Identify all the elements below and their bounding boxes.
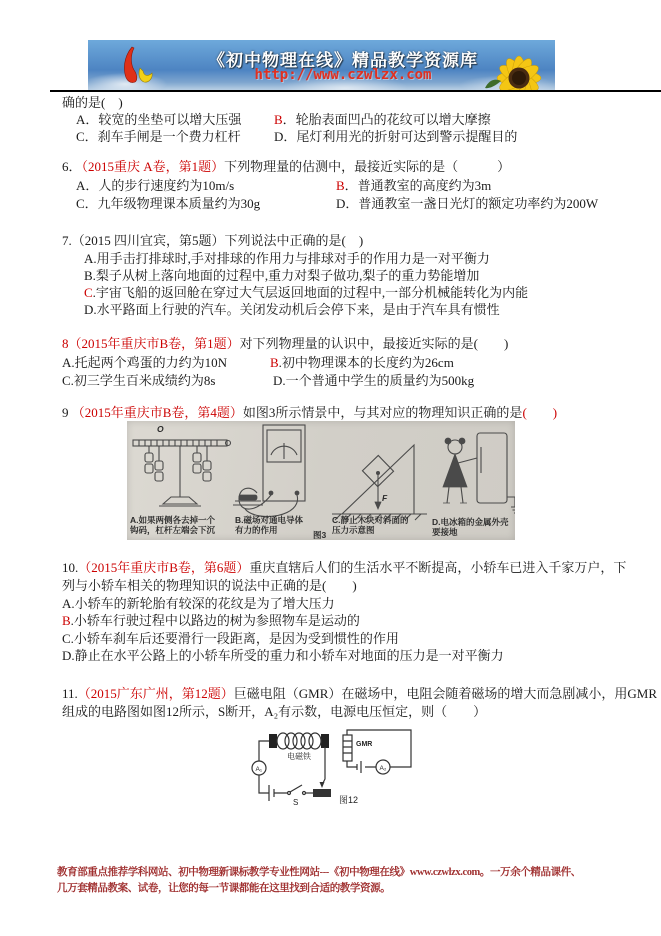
figure-12-circuit <box>243 727 421 813</box>
fig3-label: 图3 <box>313 530 327 540</box>
q8-stem: 对下列物理量的认识中，最接近实际的是( ) <box>239 336 509 351</box>
figure-3-photo <box>127 421 515 540</box>
q11-number: 11. <box>62 686 78 701</box>
q10-stem-line2: 列与小轿车相关的物理知识的说法中正确的是( ) <box>62 578 357 593</box>
ammeter-1-label: A₁ <box>255 766 263 773</box>
fridge-drawing <box>443 433 515 513</box>
q5-answer-letter: B <box>274 112 283 127</box>
q11-source: （2015广东广州，第12题） <box>77 686 234 701</box>
q8-option-b <box>270 355 454 371</box>
site-banner <box>88 40 555 90</box>
q6-option-d: D．普通教室一盏日光灯的额定功率约为200W <box>336 196 599 211</box>
q5-option-d: D．尾灯利用光的折射可达到警示提醒目的 <box>274 129 518 144</box>
sunflower-icon <box>479 48 553 90</box>
q6-option-b-text: ．普通教室的高度约为3m <box>344 178 492 193</box>
q8-source: 8（2015年重庆市B卷，第1题） <box>62 336 240 351</box>
gmr-symbol <box>343 735 352 761</box>
q8-option-a: A.托起两个鸡蛋的力约为10N <box>62 355 228 370</box>
q6-header <box>62 159 510 175</box>
q7-option-c <box>84 285 528 301</box>
header-divider <box>50 90 661 92</box>
q5-option-b <box>274 112 491 128</box>
q11-stem-line2: 组成的电路图如图12所示，S断开，A₂有示数，电源电压恒定，则（ ） <box>62 704 487 719</box>
fig3-caption-d-line1: D.电冰箱的金属外壳 <box>432 517 509 527</box>
fig3-caption-b-line1: B.磁场对通电导体 <box>235 515 304 525</box>
incline-drawing <box>332 445 427 520</box>
q9-number: 9 <box>62 405 72 420</box>
q7-answer-letter: C <box>84 285 93 300</box>
q10-option-b <box>62 613 360 629</box>
q9-header <box>62 405 557 421</box>
fig3-caption-b-line2: 有力的作用 <box>235 525 278 535</box>
fig3-caption-c-line1: C.静止木块对斜面的 <box>332 515 409 525</box>
q8-option-b-text: .初中物理课本的长度约为26cm <box>278 355 454 370</box>
q6-answer-letter: B <box>336 178 345 193</box>
q8-answer-letter: B <box>270 355 279 370</box>
fig3-caption-a-line2: 钩码，杠杆左端会下沉 <box>130 525 216 535</box>
q6-stem: 下列物理量的估测中，最接近实际的是（ ） <box>224 159 511 174</box>
q10-option-c: C.小轿车刹车后还要滑行一段距离，是因为受到惯性的作用 <box>62 631 399 646</box>
lever-drawing <box>133 424 231 506</box>
q7-option-d: D.水平路面上行驶的汽车。关闭发动机后会停下来，是由于汽车具有惯性 <box>84 302 500 317</box>
q7-header: 7.（2015 四川宜宾，第5题）下列说法中正确的是( ) <box>62 233 364 248</box>
q10-option-b-text: .小轿车行驶过程中以路边的树为参照物车是运动的 <box>70 613 360 628</box>
q11-stem-line1: 巨磁电阻（GMR）在磁场中，电阻会随着磁场的增大而急剧减小，用GMR <box>233 686 658 701</box>
force-f-label: F <box>382 493 388 503</box>
q9-answer-blank: ( ) <box>522 405 558 420</box>
q5-option-c: C．刹车手闸是一个费力杠杆 <box>76 129 241 144</box>
q10-option-d: D.静止在水平公路上的小轿车所受的重力和小轿车对地面的压力是一对平衡力 <box>62 648 504 663</box>
q10-option-a: A.小轿车的新轮胎有较深的花纹是为了增大压力 <box>62 596 335 611</box>
q11-header <box>62 686 657 702</box>
q8-header <box>62 336 508 352</box>
banner-url: http://www.czwlzx.com <box>254 67 432 83</box>
lever-fulcrum-label: O <box>157 424 164 434</box>
q10-stem-line1: 重庆直辖后人们的生活水平不断提高，小轿车已进入千家万户，下 <box>249 560 627 575</box>
q5-stem: 确的是( ) <box>62 95 123 110</box>
coil-label: 电磁铁 <box>287 752 311 761</box>
q6-number: 6． <box>62 159 82 174</box>
q7-option-a: A.用手击打排球时,手对排球的作用力与排球对手的作用力是一对平衡力 <box>84 251 490 266</box>
q6-option-c: C．九年级物理课本质量约为30g <box>76 196 261 211</box>
q7-option-c-text: .宇宙飞船的返回舱在穿过大气层返回地面的过程中,一部分机械能转化为内能 <box>92 285 529 300</box>
q5-option-b-text: ．轮胎表面凹凸的花纹可以增大摩擦 <box>282 112 491 127</box>
galvanometer-drawing <box>233 425 305 517</box>
q9-source: （2015年重庆市B卷，第4题） <box>71 405 243 420</box>
fig12-label: 图12 <box>339 795 359 805</box>
footer-line2: 几万套精品教案、试卷，让您的每一节课都能在这里找到合适的教学资源。 <box>57 883 391 894</box>
q7-option-b: B.梨子从树上落向地面的过程中,重力对梨子做功,梨子的重力势能增加 <box>84 268 480 283</box>
q8-option-d: D.一个普通中学生的质量约为500kg <box>273 373 475 388</box>
q5-option-a: A．较宽的坐垫可以增大压强 <box>76 112 242 127</box>
rheostat-symbol <box>313 789 331 797</box>
ammeter-2-label: A₂ <box>379 765 387 772</box>
q10-number: 10. <box>62 560 79 575</box>
electromagnet-coil <box>269 733 329 749</box>
q10-answer-letter: B <box>62 613 71 628</box>
q6-option-a: A．人的步行速度约为10m/s <box>76 178 235 193</box>
site-logo-icon <box>110 44 162 88</box>
q10-source: （2015年重庆市B卷，第6题） <box>78 560 250 575</box>
q6-source: （2015重庆 A卷，第1题） <box>81 159 225 174</box>
gmr-label: GMR <box>356 741 373 748</box>
fig3-caption-a-line1: A.如果两侧各去掉一个 <box>130 515 216 525</box>
q6-option-b <box>336 178 491 194</box>
switch-label: S <box>293 798 299 807</box>
banner-title: 《初中物理在线》精品教学资源库 <box>208 51 478 70</box>
q9-stem: 如图3所示情景中，与其对应的物理知识正确的是 <box>242 405 523 420</box>
q10-header <box>62 560 626 576</box>
footer-line1: 教育部重点推荐学科网站、初中物理新课标教学专业性网站---《初中物理在线》www.czwlzx.com。一万余个精品课件、 <box>57 867 581 878</box>
fig3-caption-d-line2: 要接地 <box>432 527 458 537</box>
fig3-caption-c-line2: 压力示意图 <box>332 525 375 535</box>
q8-option-c: C.初三学生百米成绩约为8s <box>62 373 216 388</box>
